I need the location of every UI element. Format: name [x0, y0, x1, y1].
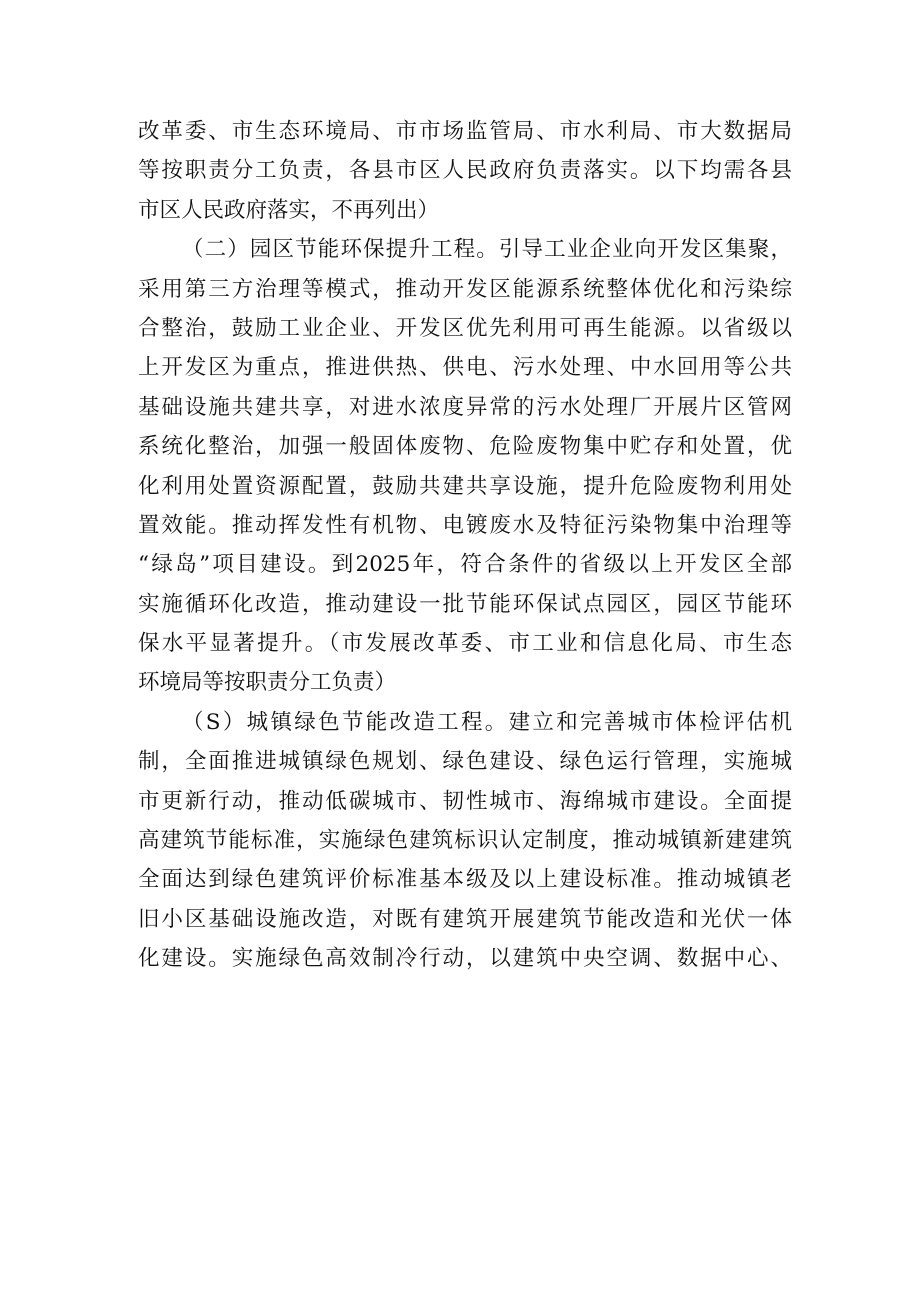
text-line: 高建筑节能标准，实施绿色建筑标识认定制度，推动城镇新建建筑 [138, 828, 792, 854]
text-line: 化利用处置资源配置，鼓励共建共享设施，提升危险废物利用处 [138, 473, 792, 499]
text-line: 等按职责分工负责，各县市区人民政府负责落实。以下均需各县 [138, 158, 792, 184]
text-line: 改革委、市生态环境局、市市场监管局、市水利局、市大数据局 [138, 119, 792, 144]
text-line: 系统化整治，加强一般固体废物、危险废物集中贮存和处置，优 [138, 434, 792, 460]
text-line: 基础设施共建共享，对进水浓度异常的污水处理厂开展片区管网 [138, 394, 792, 420]
text-line: 置效能。推动挥发性有机物、电镀废水及特征污染物集中治理等 [138, 512, 792, 538]
text-line: 旧小区基础设施改造，对既有建筑开展建筑节能改造和光伏一体 [138, 906, 792, 932]
text-line: “绿岛”项目建设。到2025年，符合条件的省级以上开发区全部 [138, 552, 792, 578]
text-line: 上开发区为重点，推进供热、供电、污水处理、中水回用等公共 [138, 355, 792, 381]
document-body [138, 112, 792, 979]
text-line: 全面达到绿色建筑评价标准基本级及以上建设标准。推动城镇老 [138, 867, 792, 893]
text-line: 市更新行动，推动低碳城市、韧性城市、海绵城市建设。全面提 [138, 788, 792, 814]
text-line: 市区人民政府落实，不再列出） [138, 197, 440, 223]
text-line: 保水平显著提升。（市发展改革委、市工业和信息化局、市生态 [138, 631, 792, 657]
text-line: 采用第三方治理等模式，推动开发区能源系统整体优化和污染综 [138, 276, 792, 302]
text-line: 化建设。实施绿色高效制冷行动，以建筑中央空调、数据中心、 [138, 946, 792, 972]
text-line: 环境局等按职责分工负责） [138, 670, 397, 696]
section-heading-line: （二）园区节能环保提升工程。引导工业企业向开发区集聚， [182, 237, 792, 263]
text-line: 合整治，鼓励工业企业、开发区优先利用可再生能源。以省级以 [138, 315, 792, 341]
text-line: 实施循环化改造，推动建设一批节能环保试点园区，园区节能环 [138, 591, 792, 617]
text-line: 制，全面推进城镇绿色规划、绿色建设、绿色运行管理，实施城 [138, 749, 792, 775]
section-heading-line: （S）城镇绿色节能改造工程。建立和完善城市体检评估机 [182, 709, 792, 735]
